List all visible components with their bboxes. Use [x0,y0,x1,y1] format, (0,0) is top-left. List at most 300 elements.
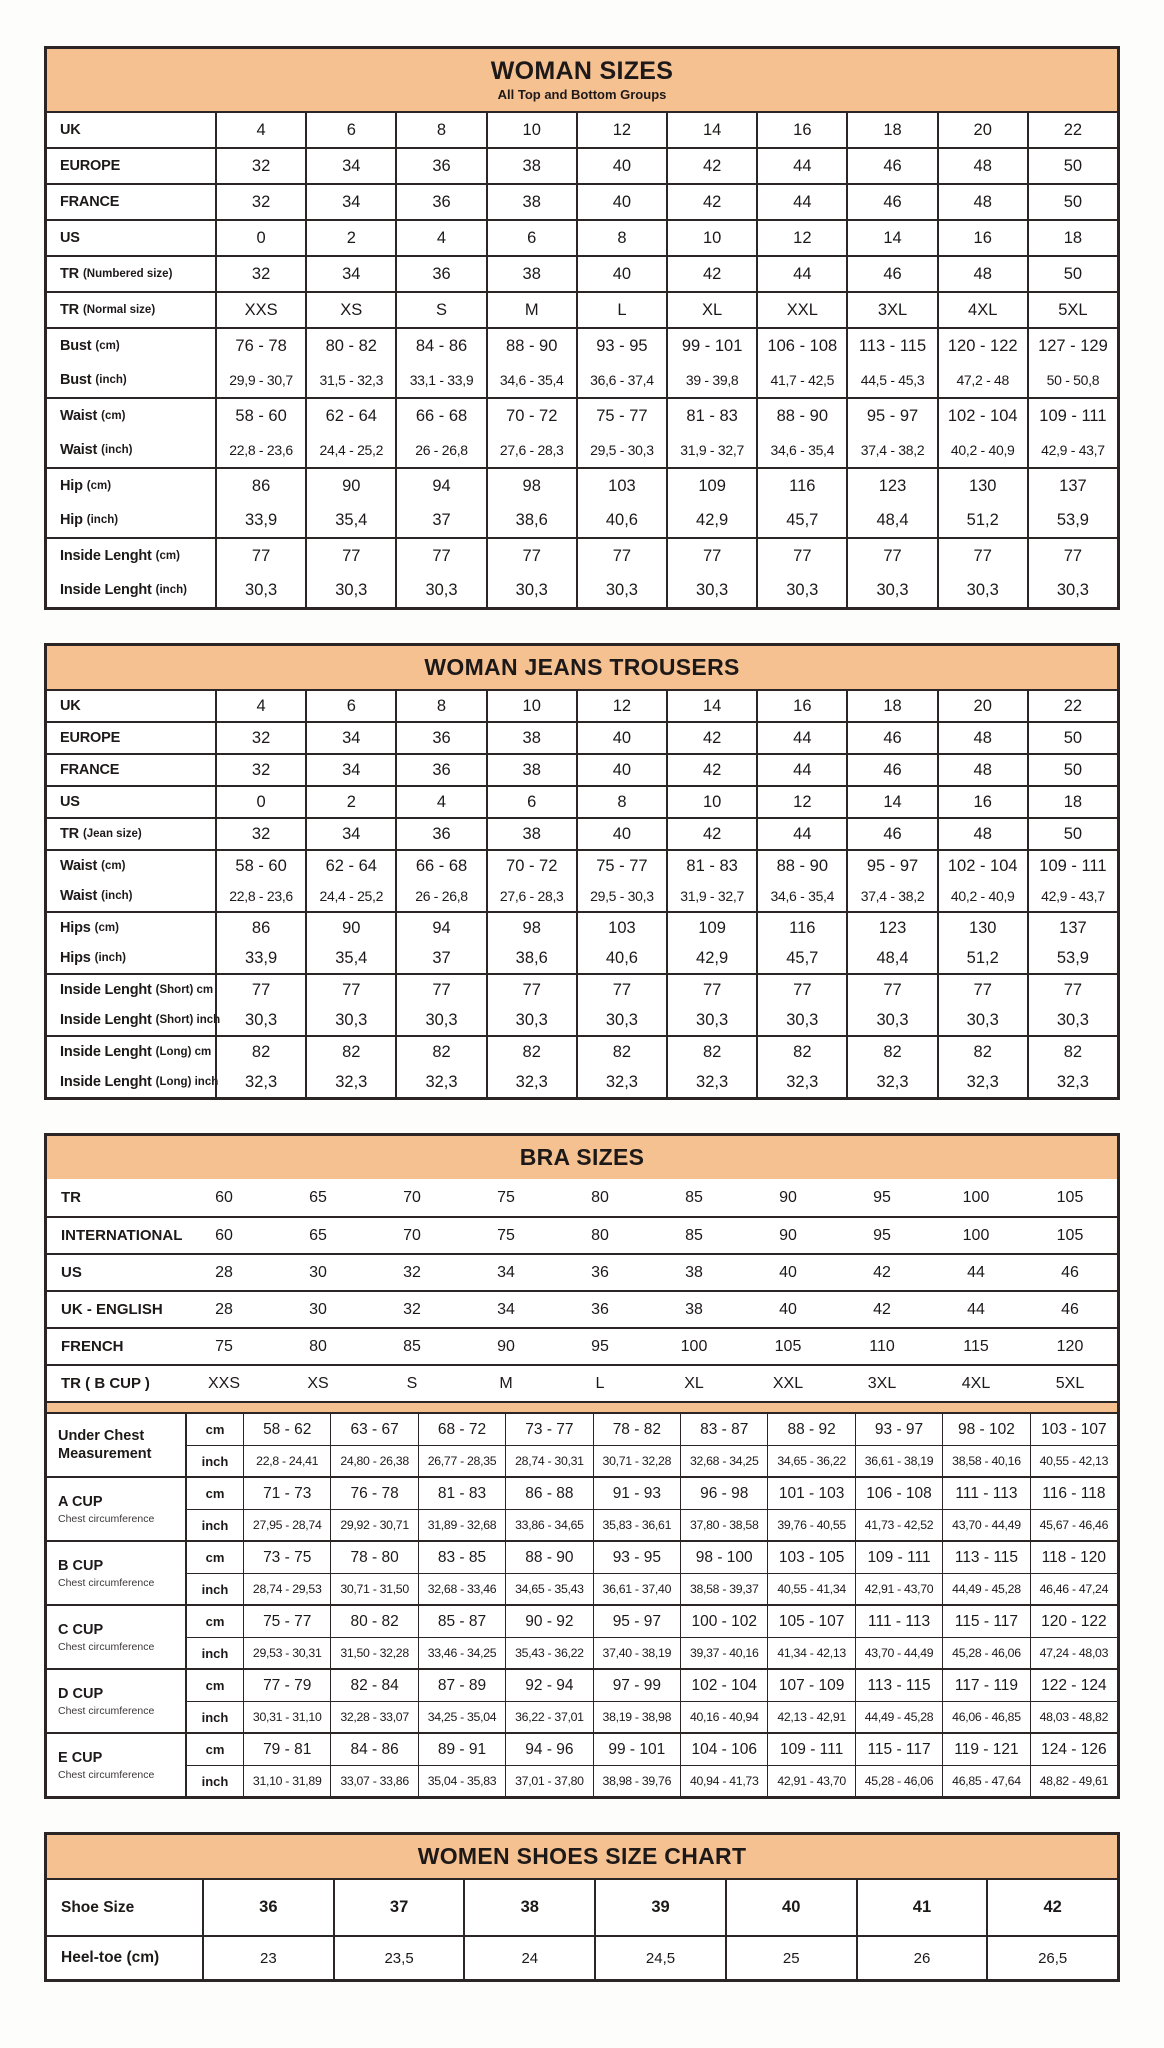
row-label-qualifier: (inch) [86,514,119,526]
table-row [47,1067,1117,1097]
cup-rows [187,1478,1117,1540]
row-label [47,293,215,327]
table-row [47,1364,1117,1401]
table-cell: 104 - 106 [680,1734,767,1765]
table-cell: 116 [756,913,846,943]
table-cell: 50 [1027,819,1117,849]
table-cell: 115 [963,1337,989,1355]
table-cell: 44,49 - 45,28 [942,1574,1029,1604]
table-cell: 77 [576,539,666,573]
table-cell: 43,70 - 44,49 [942,1510,1029,1540]
table-row [47,913,1117,943]
table-cell: 85 [403,1337,421,1355]
table-cell: 60 [215,1226,233,1244]
table-cell: 109 - 111 [855,1542,942,1573]
table-cell: 77 [1027,539,1117,573]
table-cell: 103 [576,469,666,503]
jeans-trousers-header [47,646,1117,689]
table-row [187,1670,1117,1701]
table-cell: 124 - 126 [1030,1734,1117,1765]
table-cell: 90 - 92 [505,1606,592,1637]
table-cell: 109 - 111 [1027,399,1117,433]
shoes-size-body [47,1878,1117,1979]
table-cell: 44 [756,819,846,849]
row-label [47,329,215,363]
table-cell: 75 - 77 [576,851,666,881]
table-cell: XXL [756,293,846,327]
row-label [47,185,215,219]
table-cell: 37,80 - 38,58 [680,1510,767,1540]
table-cell: 39,37 - 40,16 [680,1638,767,1668]
table-cell: 30,3 [1027,573,1117,607]
table-cell: 102 - 104 [680,1670,767,1701]
table-cell: 41,7 - 42,5 [756,363,846,397]
table-cell: 34,25 - 35,04 [418,1702,505,1732]
table-cell: 82 [1027,1037,1117,1067]
row-label: Shoe Size [61,1898,135,1916]
table-cell: 75 - 77 [243,1606,330,1637]
table-cell: 115 - 117 [942,1606,1029,1637]
row-label-text: Hips [60,920,91,936]
table-cell: 45,28 - 46,06 [942,1638,1029,1668]
woman-sizes-table [44,46,1120,610]
table-cell: 22 [1027,113,1117,147]
table-cell: 32,3 [305,1067,395,1097]
table-cell: 40,6 [576,943,666,973]
table-cell: 32,3 [756,1067,846,1097]
row-label-qualifier: (cm) [86,480,112,492]
table-cell: 5XL [1027,293,1117,327]
bra-cup-grid [47,1412,1117,1796]
row-label-qualifier: (inch) [101,890,133,902]
table-cell: 77 - 79 [243,1670,330,1701]
table-cell: 46 [846,149,936,183]
table-cell: 116 - 118 [1030,1478,1117,1509]
table-cell: 22,8 - 24,41 [243,1446,330,1476]
table-cell: 53,9 [1027,943,1117,973]
table-cell: 22,8 - 23,6 [215,433,305,467]
table-row [47,787,1117,817]
table-cell: 45,67 - 46,46 [1030,1510,1117,1540]
table-cell: 38 [486,723,576,753]
table-cell: L [595,1374,605,1392]
cup-rows [187,1542,1117,1604]
table-cell: 37 [395,943,485,973]
table-cell: 51,2 [937,943,1027,973]
table-cell: XL [666,293,756,327]
table-cell: 85 [685,1226,703,1244]
table-cell: 36,22 - 37,01 [505,1702,592,1732]
table-cell: 4XL [961,1374,991,1392]
row-label-qualifier: (Long) inch [155,1076,219,1088]
row-label-qualifier: (Long) cm [155,1046,212,1058]
table-cell: 40,16 - 40,94 [680,1702,767,1732]
table-cell: 95 - 97 [846,399,936,433]
table-cell: 33,07 - 33,86 [330,1766,417,1796]
table-row [187,1765,1117,1796]
table-cell: 34,65 - 36,22 [767,1446,854,1476]
table-cell: 79 - 81 [243,1734,330,1765]
cup-row-group [47,1412,1117,1476]
row-label [47,221,215,255]
table-cell: 23,5 [333,1937,464,1979]
table-cell: 100 - 102 [680,1606,767,1637]
table-cell: 29,5 - 30,3 [576,881,666,911]
table-cell: 80 [309,1337,327,1355]
table-row-group [47,973,1117,1035]
table-row [47,363,1117,397]
row-label-text: Inside Lenght [60,548,152,564]
table-cell: 70 - 72 [486,399,576,433]
table-cell: 42,91 - 43,70 [855,1574,942,1604]
table-row-group [47,785,1117,817]
table-cell: 100 [680,1337,708,1355]
table-cell: 73 - 75 [243,1542,330,1573]
table-cell: 66 - 68 [395,399,485,433]
table-cell: 44,49 - 45,28 [855,1702,942,1732]
table-row [47,1179,1117,1216]
table-cell: 31,10 - 31,89 [243,1766,330,1796]
table-cell: 31,50 - 32,28 [330,1638,417,1668]
table-cell: 103 - 105 [767,1542,854,1573]
table-cell: 24,4 - 25,2 [305,881,395,911]
table-cell: 88 - 92 [767,1414,854,1445]
table-cell: 84 - 86 [330,1734,417,1765]
table-cell: 137 [1027,913,1117,943]
row-label-text: US [60,794,80,810]
cup-label [47,1734,187,1796]
table-cell: 40,94 - 41,73 [680,1766,767,1796]
table-cell: 38,58 - 39,37 [680,1574,767,1604]
table-cell: 75 [497,1226,515,1244]
table-cell: 30,3 [846,573,936,607]
row-label-text: UK [60,698,81,714]
table-cell: 127 - 129 [1027,329,1117,363]
table-cell: 39,76 - 40,55 [767,1510,854,1540]
table-row-group [47,753,1117,785]
table-cell: 10 [486,691,576,721]
table-cell: 34 [305,185,395,219]
row-label [47,257,215,291]
table-cell: 77 [395,539,485,573]
table-cell: 10 [486,113,576,147]
table-cell: 62 - 64 [305,399,395,433]
table-cell: 48 [937,819,1027,849]
table-cell: 75 [497,1188,515,1206]
table-cell: 10 [666,221,756,255]
table-cell: 32 [215,755,305,785]
cup-title: Under Chest Measurement [58,1427,152,1462]
table-cell: 46 [1061,1263,1079,1281]
cup-row-group [47,1604,1117,1668]
table-row [47,433,1117,467]
row-label-text: Inside Lenght [60,1074,152,1090]
table-cell: 32,3 [937,1067,1027,1097]
unit-label: cm [205,1422,225,1437]
table-cell: 105 - 107 [767,1606,854,1637]
table-row [187,1573,1117,1604]
table-cell: 37,01 - 37,80 [505,1766,592,1796]
table-cell: S [395,293,485,327]
table-cell: 50 [1027,185,1117,219]
table-cell: 26 - 26,8 [395,433,485,467]
table-cell: 47,24 - 48,03 [1030,1638,1117,1668]
cup-row-group [47,1540,1117,1604]
table-cell: 6 [486,787,576,817]
table-row-group [47,291,1117,327]
table-cell: 40 [779,1300,797,1318]
table-cell: 97 - 99 [593,1670,680,1701]
table-cell: 34 [305,149,395,183]
table-cell: 86 [215,469,305,503]
table-cell: 122 - 124 [1030,1670,1117,1701]
row-label-qualifier: (cm) [95,340,120,352]
table-cell: 40 [779,1263,797,1281]
table-cell: 77 [486,539,576,573]
table-cell: 40 [725,1880,856,1935]
table-cell: 8 [576,787,666,817]
shoes-size-table [44,1832,1120,1982]
table-row [47,975,1117,1005]
table-cell: 44 [756,185,846,219]
table-cell: 32 [215,257,305,291]
table-cell: 58 - 62 [243,1414,330,1445]
table-cell: 26,77 - 28,35 [418,1446,505,1476]
table-cell: 24,4 - 25,2 [305,433,395,467]
table-cell: 32,3 [846,1067,936,1097]
bra-sizes-simple-body [47,1179,1117,1401]
table-cell: 50 - 50,8 [1027,363,1117,397]
jeans-trousers-body [47,689,1117,1097]
table-row-group [47,689,1117,721]
table-row [47,755,1117,785]
table-cell: 46,85 - 47,64 [942,1766,1029,1796]
table-cell: 98 - 102 [942,1414,1029,1445]
table-cell: 86 - 88 [505,1478,592,1509]
row-label-text: Waist [60,888,98,904]
table-cell: 42 [666,185,756,219]
table-row [47,539,1117,573]
bra-sizes-table [44,1133,1120,1799]
table-row [187,1734,1117,1765]
table-cell: 38 [486,257,576,291]
table-cell: 18 [846,113,936,147]
table-cell: 33,9 [215,503,305,537]
table-row [47,221,1117,255]
table-cell: 77 [666,975,756,1005]
table-row-group [47,397,1117,467]
table-cell: 46 [1061,1300,1079,1318]
table-cell: 130 [937,469,1027,503]
table-cell: 102 - 104 [937,399,1027,433]
table-cell: 85 - 87 [418,1606,505,1637]
table-row [47,851,1117,881]
row-label-qualifier: (Short) inch [155,1014,221,1026]
table-cell: 29,92 - 30,71 [330,1510,417,1540]
table-cell: 14 [666,691,756,721]
table-row [187,1414,1117,1445]
table-cell: 48 [937,149,1027,183]
table-cell: 63 - 67 [330,1414,417,1445]
table-cell: 109 - 111 [767,1734,854,1765]
table-cell: 30,3 [215,1005,305,1035]
table-title: WOMAN JEANS TROUSERS [424,654,740,680]
table-cell: 4XL [937,293,1027,327]
table-cell: 109 [666,469,756,503]
table-row [47,113,1117,147]
table-cell: 105 [1056,1188,1084,1206]
table-cell: 77 [395,975,485,1005]
table-cell: 120 - 122 [937,329,1027,363]
table-row [47,881,1117,911]
unit-label: inch [201,1709,229,1725]
table-cell: 65 [309,1188,327,1206]
cup-subtitle: Chest circumference [58,1576,155,1589]
table-cell: 37 [395,503,485,537]
row-label-text: UK [60,122,81,138]
row-label: TR ( B CUP ) [61,1375,150,1392]
table-cell: 40,55 - 41,34 [767,1574,854,1604]
table-cell: 42,13 - 42,91 [767,1702,854,1732]
table-row [187,1606,1117,1637]
table-cell: 0 [215,787,305,817]
table-cell: 32 [215,819,305,849]
table-cell: 16 [937,787,1027,817]
table-cell: 34 [497,1300,515,1318]
table-cell: 46 [846,185,936,219]
table-cell: 44 [756,257,846,291]
bra-sizes-header [47,1136,1117,1179]
table-cell: 36 [395,149,485,183]
table-cell: 36 [591,1263,609,1281]
table-cell: 77 [756,539,846,573]
table-cell: 40,2 - 40,9 [937,433,1027,467]
table-cell: 32,68 - 33,46 [418,1574,505,1604]
table-cell: 3XL [867,1374,897,1392]
table-cell: 30,3 [395,573,485,607]
table-cell: 18 [846,691,936,721]
table-cell: 14 [666,113,756,147]
table-cell: 14 [846,787,936,817]
table-cell: 30,3 [395,1005,485,1035]
table-cell: 40 [576,185,666,219]
table-cell: 38,98 - 39,76 [593,1766,680,1796]
table-cell: 70 [403,1226,421,1244]
table-cell: XXS [215,293,305,327]
table-cell: 34 [497,1263,515,1281]
table-cell: 20 [937,691,1027,721]
table-cell: 60 [215,1188,233,1206]
table-cell: 38 [486,755,576,785]
table-cell: 58 - 60 [215,399,305,433]
table-cell: 38,6 [486,503,576,537]
cup-label [47,1478,187,1540]
table-cell: 81 - 83 [666,399,756,433]
table-row-group [47,183,1117,219]
table-row [47,469,1117,503]
table-cell: 105 [1056,1226,1084,1244]
table-cell: 44 [967,1263,985,1281]
table-cell: 32,3 [395,1067,485,1097]
table-cell: 88 - 90 [756,399,846,433]
table-cell: 42,9 [666,503,756,537]
row-label-qualifier: (inch) [155,584,187,596]
table-cell: 37 [333,1880,464,1935]
table-cell: 94 [395,913,485,943]
table-cell: 89 - 91 [418,1734,505,1765]
table-cell: 2 [305,787,395,817]
table-cell: 44 [756,149,846,183]
table-cell: 98 [486,913,576,943]
cup-row-group [47,1476,1117,1540]
table-row [47,943,1117,973]
table-cell: 96 - 98 [680,1478,767,1509]
table-row [47,1327,1117,1364]
table-row [47,1878,1117,1935]
table-cell: 88 - 90 [486,329,576,363]
table-cell: 105 [774,1337,802,1355]
cup-label [47,1542,187,1604]
row-label [47,539,215,573]
table-cell: 77 [937,539,1027,573]
table-cell: 82 [937,1037,1027,1067]
row-label [47,1067,219,1097]
table-cell: 42 [666,149,756,183]
table-cell: 32,68 - 34,25 [680,1446,767,1476]
table-cell: 53,9 [1027,503,1117,537]
table-cell: 107 - 109 [767,1670,854,1701]
table-cell: 2 [305,221,395,255]
table-cell: XXL [772,1374,804,1392]
table-cell: 44 [756,723,846,753]
table-cell: 91 - 93 [593,1478,680,1509]
table-cell: 18 [1027,221,1117,255]
table-cell: 70 [403,1188,421,1206]
table-cell: 90 [779,1188,797,1206]
table-cell: 73 - 77 [505,1414,592,1445]
bra-table-divider [47,1401,1117,1412]
table-cell: 6 [305,113,395,147]
table-cell: XS [305,293,395,327]
table-cell: 106 - 108 [756,329,846,363]
table-cell: 90 [305,913,395,943]
table-row-group [47,147,1117,183]
row-label-text: Waist [60,408,98,424]
table-cell: 77 [215,539,305,573]
table-cell: 34 [305,819,395,849]
table-row [47,185,1117,219]
unit-label: cm [205,1678,225,1693]
table-cell: 101 - 103 [767,1478,854,1509]
table-cell: 16 [937,221,1027,255]
table-cell: 95 - 97 [846,851,936,881]
unit-label: inch [201,1645,229,1661]
table-cell: 46 [846,755,936,785]
table-cell: 30,3 [846,1005,936,1035]
table-cell: 80 [591,1188,609,1206]
table-row [47,293,1117,327]
table-cell: 4 [395,787,485,817]
table-cell: 41,34 - 42,13 [767,1638,854,1668]
shoes-size-header [47,1835,1117,1878]
row-label-qualifier: (inch) [95,374,127,386]
table-cell: 30,3 [1027,1005,1117,1035]
table-row [187,1478,1117,1509]
table-cell: 85 [685,1188,703,1206]
row-label-qualifier: (Normal size) [82,304,156,316]
table-cell: 80 [591,1226,609,1244]
table-cell: 29,5 - 30,3 [576,433,666,467]
